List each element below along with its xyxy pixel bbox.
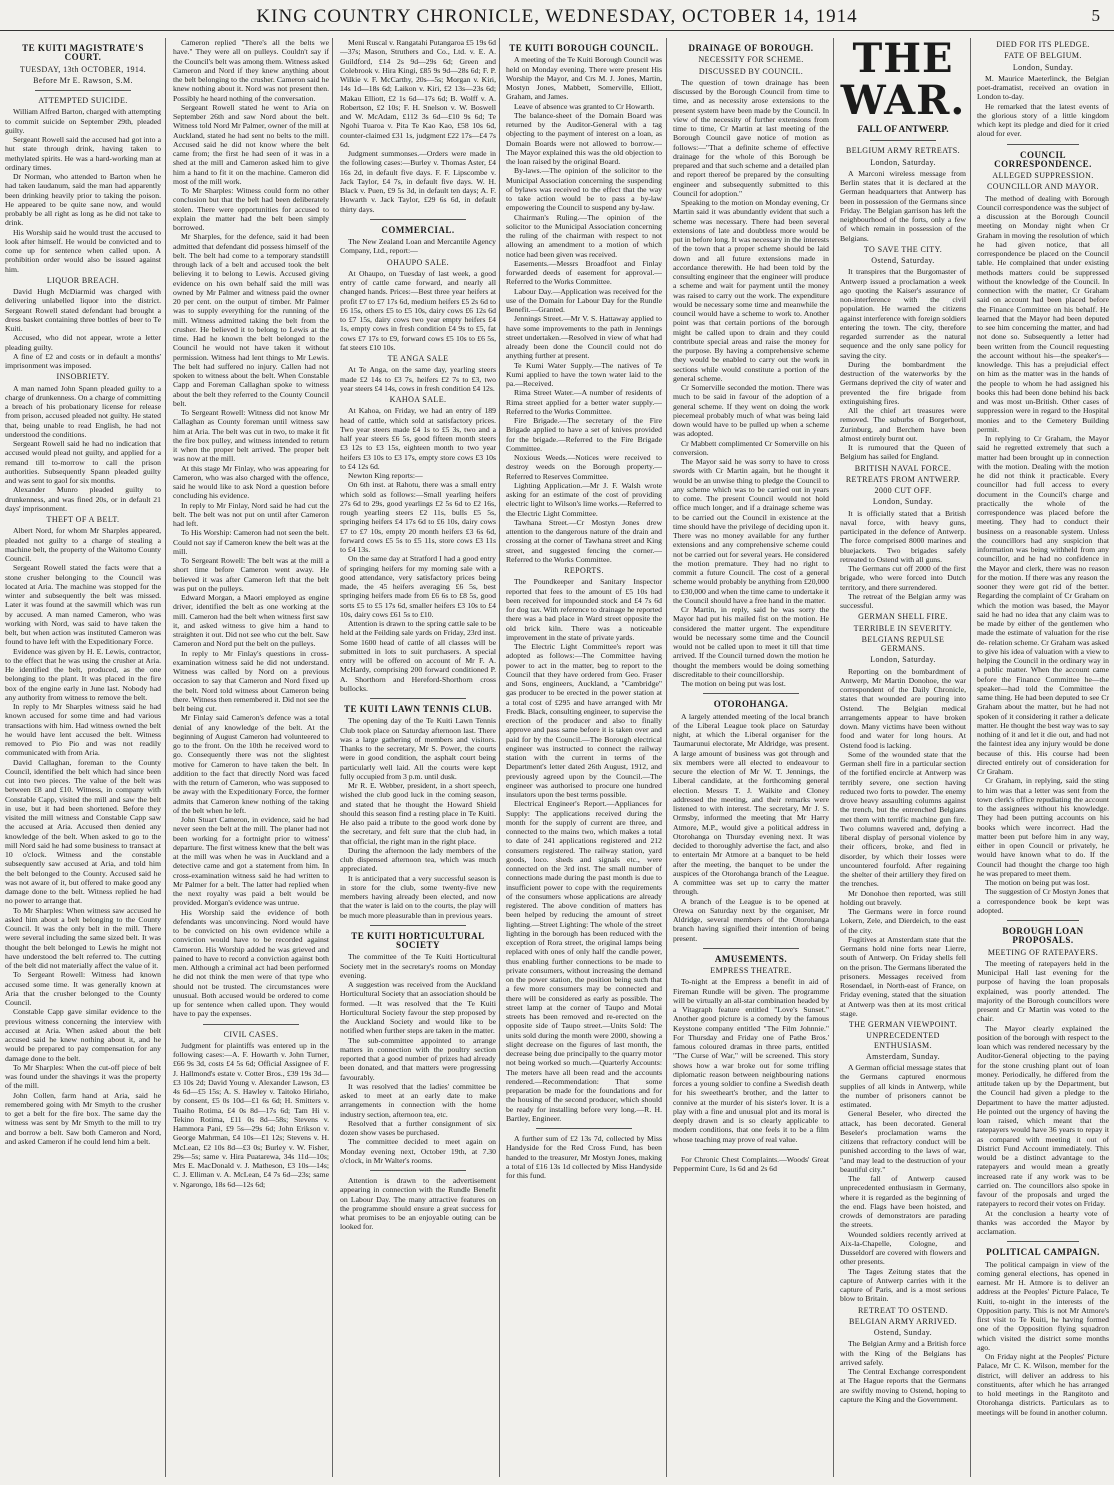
dateline: London, Sunday. — [872, 497, 934, 507]
masthead — [0, 0, 1114, 31]
section-heading: TE KUITI HORTICULTURAL SOCIETY — [351, 930, 485, 950]
paragraph: The Germans were in force round Lokern, Zele, and Dierdeich, to the east of the city. — [840, 907, 966, 935]
paragraph: Rima Street Water.—A number of residents of Rima street applied for a better water supply.—Referred to the Works Committee. — [506, 388, 662, 416]
section-heading: COMMERCIAL. — [381, 224, 455, 235]
paragraph: Judgment summonses.—Orders were made in the following cases:—Burley v. Thomas Aster, £4 16s 2d, in default five days. F. F. Lipscombe v. Jack Taylor, £4 7s, in default five days. W. H. Black v. Puen, £9 5s 3d, in default ten days; A. F. Howarth v. Jack Taylor, £29 6s 6d, in default thirty days. — [340, 149, 496, 214]
paragraph: By-laws.—The opinion of the solicitor to the Municipal Association concerning the suspending of bylaws was received to the effect that the way to take action would be to pass a by-law empowering the Council to suspend any by-law. — [506, 166, 662, 213]
section-heading: TE KUITI MAGISTRATE'S COURT. — [22, 43, 144, 63]
paragraph: A suggestion was received from the Auckland Horticultural Society that an association should be formed. —It was resolved that the Te Kuiti Horticultural Society favour the step proposed by the Auckland Society and would like to be notified when further steps are taken in the matter. — [340, 980, 496, 1036]
subheading: DISCUSSED BY COUNCIL. — [698, 66, 804, 76]
page-number: 5 — [1091, 6, 1100, 25]
paragraph: The Central Exchange correspondent at The Hague reports that the Germans are swiftly moving to Ostend, hoping to capture the King and the Government. — [840, 1367, 966, 1404]
paragraph: Resolved that a further consignment of six dozen show vases be purchased. — [340, 1118, 496, 1137]
column-3 — [340, 38, 496, 1477]
paragraph: Judgment for plaintiffs was entered up in the following cases:—A. F. Howarth v. John Turner, £66 9s 3d, costs £4 5s 6d; Official Assignee of F. J. Hallmond's estate v. Cotter Bros., £39 19s 3d—£3 10s 2d; David Young v. Alexander Lawson, £3 4s 6d—£5 15s; A. S. Hawley v. Taitoko Hiriaho, by consent, £5 0s 10d—£1 6s 6d; H. Smitters v. Tuaiho Rotima, £4 0s 8d—17s 6d; Tam Hi v. Tekino Rotima, £11 0s 8d—58s; Stevens v. Hammora Pani, £9 5s—29s 6d; John Erikson v. George Mahrman, £4 10s—£1 12s; Stevens v. H. McLean, £2 10s 8d—£3 0s; Burley v. W. Fisher, 29s—5s; same v. Hira Puatarewa, 34s 11d—10s; Mrs E. MacDonald v. J. Matheson, £3 10s—14s; C. J. Elliman v. A. McLean, £4 7s 6d—23s; same v. Ngarongo, 18s 6d—12s 6d; — [173, 1040, 329, 1189]
paragraph: To-night at the Empress a benefit in aid of Fireman Rundle will be given. The programme will be virtually an all-star combination headed by a Vitagraph feature entitled "Love's Sunset." Another good picture is a comedy by the famous Keystone company entitled "The Film Johnnie." For Thursday and Friday one of Pathe Bros.' famous coloured dramas in three parts, entitled "The Curse of War," will be screened. This story shows how a war broke out for some trifling diplomatic reason between neighbouring nations forces a young soldier to confine a Swedish death for his sweetheart's brother, and the latter to connive at the murder of his sister's lover. It is a play with a fine and unusual plot and its moral is deeply drawn and is so clearly applicable to modern conditions, that one feels it to be a film whose teaching may prove of real value. — [673, 977, 829, 1144]
paragraph: His Worship said the evidence of both defendants was unconvincing. Nord would have to be convicted on his own evidence while a conviction would have to be recorded against Cameron. His Worship added he was grieved and pained to have to record a conviction against both men. Although a criminal act had been performed he did not think the men were of that type who should not be trusted. The circumstances were unusual. Both accused would be ordered to come up for sentence when called upon. They would have to pay the expenses. — [173, 907, 329, 1019]
paragraph: The opening day of the Te Kuiti Lawn Tennis Club took place on Saturday afternoon last. There was a large gathering of members and visitors. Thanks to the secretary, Mr S. Power, the courts were in good condition, the asphalt court being particularly well laid. All the courts were kept fully occupied from 3 p.m. until dusk. — [340, 716, 496, 781]
paragraph: During the afternoon the lady members of the club dispensed afternoon tea, which was much appreciated. — [340, 845, 496, 874]
column-7 — [977, 38, 1109, 1477]
paragraph: A Marconi wireless message from Berlin states that it is declared at the German headquarters that Antwerp has been in possession of the Germans since Friday. The Belgian garrison has left the neighbourhood of the forts, only a few of which remain in possession of the Belgians. — [840, 168, 966, 243]
subheading: EMPRESS THEATRE. — [710, 966, 792, 975]
case-heading: ATTEMPTED SUICIDE. — [38, 96, 128, 105]
paragraph: Labour Day.—Application was received for the use of the Domain for Labour Day for the Rundle Benefit.—Granted. — [506, 286, 662, 314]
paragraph: Meni Ruscal v. Rangatahi Putangaroa £5 19s 6d—37s; Mason, Struthers and Co., Ltd. v. E. A. Guildford, £14 2s 9d—29s 6d; Green and Colebrook v. Hira Kingi, £85 9s 9d—28s 6d; F. P. Wilkie v. F. McCarthy, 20s—5s; Morgan v. Kiri, 14s 1d—18s 6d; Laikon v. Kiri, £2 13s—23s 6d; Makau Elliott, £2 1s 6d—17s 6d; B. Wolff v. A. Robertson, £2 10s; F. H. Snelson v. W. Boswell and W. McAdam, £112 3s 6d—£10 9s 6d; Te Ngohi Tuaroa v. Pita Te Kao Kao, £58 10s 6d, counter-claimed £31 1s, judgment £22 17s—£4 7s 6d. — [340, 38, 496, 149]
paragraph: John Stuart Cameron, in evidence, said he had never seen the belt at the mill. The planer had not been working for a fortnight prior to witness' departure. The first witness knew that the belt was at the mill was when he was in Auckland and a detective came and got a statement from him. In cross-examination witness said he had written to Mr Palmer for a belt. The latter had replied when the next royalty was paid a belt would be provided. Morgan's evidence was untrue. — [173, 815, 329, 908]
paragraph: At Te Anga, on the same day, yearling steers made £2 14s to £3 7s, heifers £2 7s to £3, two year steers £4 14s, cows in fresh condition £4 12s. — [340, 365, 496, 393]
subheading: GERMAN SHELL FIRE. — [858, 612, 948, 622]
paragraph: It is rumoured that the Queen of Belgium has sailed for England. — [840, 443, 966, 462]
column-divider — [970, 38, 971, 1477]
paragraph: Dr Norman, who attended to Barton when he had taken laudanum, said the man had apparently been drinking heavily prior to taking the poison. He appeared to be quite sane now, and would probably be all right as long as he did not take to drink. — [5, 172, 161, 228]
paragraph: The political campaign in view of the coming general elections, has opened in earnest. Mr H. Atmore is to deliver an address at the Peoples' Picture Palace, Te Kuiti, to-night in the interests of the Opposition party. This is not Mr Atmore's first visit to Te Kuiti, he having formed one of the Opposition flying squadron which visited the district some months ago. — [977, 1259, 1109, 1352]
column-divider — [499, 38, 500, 1477]
paragraph: Sergeant Rowell said the accused had got into a hut state through drink, having taken to methylated spirits. He was a hard-working man at ordinary times. — [5, 135, 161, 172]
paragraph: Sergeant Rowell stated the facts were that a stone crusher belonging to the Council was located at Aria. The machine was stopped for the winter and subsequently the belt was missed. Later it was found at the sawmill which was run by accused. A man named Cameron, who was working with Nord, was said to have taken the belt, but when action was instituted Cameron was found to have left with the Expeditionary Force. — [5, 563, 161, 647]
paragraph: He remarked that the latest events of the glorious story of a little kingdom which kept its pledge and died for it cried aloud for ever. — [977, 101, 1109, 139]
paragraph: To Mr Sharples: When the cut-off piece of belt was found under the shavings it was the property of the mill. — [5, 1062, 161, 1091]
court-magistrate: Before Mr E. Rawson, S.M. — [33, 75, 133, 85]
paragraph: On 6th inst. at Rahotu, there was a small entry which sold as follows:—Small yearling heifers 27s 6d to 29s, good yearlings £2 5s 6d to £2 16s, rough yearling steers £2 11s, bulls £5 5s, springing heifers £4 17s 6d to £6 10s, dairy cows £7 to £7 10s, empty 20 month heifers £3 6s 6d, forward cows £5 5s to £5 11s, store cows £3 11s to £4 13s. — [340, 480, 496, 554]
paragraph: Electrical Engineer's Report.—Appliances for Supply: The applications received during the month for the supply of current are three, and connected to the mains two, which makes a total to date of 241 applications registered and 212 consumers registered. The railway station, yard goods, loco. sheds and signals etc., were connected on the 3rd inst. The small number of connections made during the past month is due to insufficient power to cope with the requirements of the consumers whose applications are already registered. The above condition of matters has been helped by reducing the amount of street lighting.—Street Lighting: The whole of the street lighting in the borough has been reduced with the exception of Rora street, the original lamps being replaced with ones of only half the candle power, thus enabling further connections to be made to private consumers, without increasing the demand on the power station, the position being such that a few more consumers may be connected and there will be considered as early as possible. The street lamp at the corner of Taupo and Motai streets has been removed and re-erected on the opposite side of Taupo street.—Units Sold: The units sold during the month were 2000, showing a slight decrease on the figures of last month, the decrease being due principally to the quarry motor not being worked so much.—Quarterly Accounts: The meters have all been read and the accounts rendered.—Recommendation: That some preparation be made for the foundations and for the housing of the second producer, which should be ready for installing before very long.—R. H. Bartley, Engineer. — [506, 799, 662, 1123]
subheading: BELGIANS REPULSE GERMANS. — [861, 634, 945, 653]
paragraph: In reply to Mr Sharples witness said he had known accused for some time and had various transactions with him. Had witness owned the belt he would have lent accused the belt. Witness removed to Pio Pio and was not readily communicated with from Aria. — [5, 702, 161, 758]
paragraph: A man named John Spann pleaded guilty to a charge of drunkenness. On a charge of committing a breach of his probationary license for release from prison, accused pleaded not guilty. He stated that, being unable to read English, he had not understood the conditions. — [5, 383, 161, 439]
subheading: BRITISH NAVAL FORCE. — [854, 463, 952, 473]
paragraph: William Alfred Barton, charged with attempting to commit suicide on September 29th, pleaded guilty. — [5, 107, 161, 135]
war-headline: THE WAR. — [840, 38, 966, 124]
paragraph: The method of dealing with Borough Council correspondence was the subject of a discussion at the Borough Council meeting on Monday night when Cr Graham in moving the resolution of which he had given notice, that all correspondence be placed on the Council table. He complained that under existing methods matters could be suppressed without the knowledge of the Council. In connection with the matter, Cr Graham said on account had been placed before the Finance Committee on his behalf. He learned that the Mayor had been deputed to see him concerning the matter, and had not done so. Subsequently a letter had been written from the Council requesting the account without his—the speaker's—knowledge. This has a prejudicial effect on him as the matter was in the hands of the people to whom he had assigned his books this had been done behind his back and was most un-British. Other cases of suppression were in regard to the Hospital monies and to the Cemetery Building permit. — [977, 193, 1109, 434]
paragraph: The Mayor clearly explained the position of the borough with respect to the loan which was rendered necessary by the Auditor-General objecting to the paying for the stone crushing plant out of loan money. Periodically, he differed from the attitude taken up by the Department, but the Council had given a pledge to the Department to have the matter adjusted. He pointed out the urgency of having the loan raised, which meant that the ratepayers would have 36 years to repay it as compared with meeting it out of District Fund Account immediately. This would be a distinct advantage to the ratepayers and would mean a greatly increased rate if any work was to be carried on. The councillors also spoke in favour of the proposals and urged the ratepayers to record their votes on Friday. — [977, 1023, 1109, 1209]
subheading: OHAUPO SALE. — [386, 257, 450, 267]
advertisement: For Chronic Chest Complaints.—Woods' Great Peppermint Cure, 1s 6d and 2s 6d — [673, 1154, 829, 1173]
subheading: MEETING OF RATEPAYERS. — [987, 947, 1099, 957]
dateline: Ostend, Saturday. — [871, 256, 935, 265]
paragraph: To Sergeant Rowell: Witness had known accused some time. It was generally known at Aria that the crusher belonged to the County Council. — [5, 970, 161, 1007]
dateline: London, Saturday. — [870, 655, 936, 665]
paragraph: The balance-sheet of the Domain Board was returned by the Auditor-General with a tag objecting to the payment of interest on a loan, as Domain Boards were not allowed to borrow.—The Mayor explained this was the old objection to the loan raised by the original Board. — [506, 110, 662, 166]
paragraph: The Tages Zeitung states that the capture of Antwerp carries with it the capture of Paris, and is a most serious blow to Britain. — [840, 1266, 966, 1304]
paragraph: At this stage Mr Finlay, who was appearing for Cameron, who was also charged with the offence, said he would like to ask Nord a question before concluding his evidence. — [173, 463, 329, 501]
paragraph: At the conclusion a hearty vote of thanks was accorded the Mayor by acclamation. — [977, 1208, 1109, 1236]
paragraph: Some of the wounded state that the German shell fire in a particular section of the fortified encircle at Antwerp was terribly severe, one section having reduced two forts to powder. The enemy drove heavy assaulting columns against the trench, but the entrenched Belgians met them with terrific machine gun fire. Two columns wavered and, defying a liberal display of personal violence by their officers, broke, and fled in disorder, by which their losses were uncountered fourfold. After regaining the shelter of their artillery they fired on the trenches. — [840, 749, 966, 889]
paragraph: Cr Graham, in replying, said the sting to him was that a letter was sent from the town clerk's office repudiating the account to the assignees without his knowledge. They had been putting accounts on his books which were incorrect. Had the matter been put before him in any way, either in open Council or privately, he would have known what to do. If the Council had thought the charge too high he was prepared to meet them. — [977, 776, 1109, 878]
paragraph: A largely attended meeting of the local branch of the Liberal League took place on Saturday night, at which the Liberal organiser for the Taumarunui electorate, Mr Aldridge, was present. A large amount of business was got through and six members were all elected to endeavour to secure the election of Mr W. T. Jennings, the Liberal candidate, at the forthcoming general election. Messrs T. J. Waikite and Cloney addressed the meeting, and their remarks were listened to with interest. The secretary, Mr J. S. Ormsby, informed the meeting that Mr Harry Atmore, M.P., would give a political address in Otorohanga on Thursday evening next. It was decided to thoroughly advertise the fact, and also to entertain Mr Atmore at a banquet to be held after the meeting, the banquet to be under the auspices of the Otorohanga branch of the League. A committee was set up to carry the matter through. — [673, 711, 829, 897]
paragraph: Constable Capp gave similar evidence to the previous witness concerning the interview with accused at Aria. When asked about the belt accused said he knew nothing about it, and he would be prepared to pay compensation for any damage done to the belt. — [5, 1007, 161, 1063]
paragraph: At Ohaupo, on Tuesday of last week, a good entry of cattle came forward, and nearly all changed hands. Prices:—Best three year heifers at profit £7 to £7 17s 6d, medium heifers £5 2s 6d to £6 15s, others £5 to £5 10s, dairy cows £6 12s 6d to £7 15s, dairy cows two year empty heifers £4 1s, empty cows in fresh condition £4 9s to £5, fat cows £7 17s to £9, forward cows £5 10s to £6 5s, fat steers £10 10s. — [340, 268, 496, 352]
paragraph: Fire Brigade.—The secretary of the Fire Brigade applied to have a set of knives provided for the brigade.—Referred to the Fire Brigade Committee. — [506, 416, 662, 453]
paragraph: Newton King reports:— — [348, 471, 423, 480]
paragraph: To Mr Sharples: When witness saw accused he asked him about a belt belonging to the County Council. It was the only belt in the mill. There were several including the same sized belt. It was thought the belt belonged to Lewis he might not have understood the belt referred to. The cutting of the belt did not materially affect the value of it. — [5, 905, 161, 970]
column-divider — [666, 38, 667, 1477]
paragraph: Noxious Weeds.—Notices were received to destroy weeds on the Borough property.—Referred to Reserves Committee. — [506, 453, 662, 481]
dateline: London, Sunday. — [1012, 62, 1074, 72]
section-heading: DRAINAGE OF BOROUGH. — [688, 43, 814, 53]
subheading: UNPRECEDENTED ENTHUSIASM. — [866, 1031, 940, 1050]
subheading: TERRIBLE IN SEVERITY. — [853, 623, 953, 633]
subheading: THE GERMAN VIEWPOINT. — [848, 1020, 958, 1029]
paragraph: In reply to Mr Finlay's questions in cross-examination witness said he did not understand. Witness was called by Nord on a previous occasion to say that Cameron and Nord fixed up the belt. Nord told witness about Cameron being there. Witness then remembered it. Did not see the belt being cut. — [173, 648, 329, 713]
paragraph: Chairman's Ruling.—The opinion of the solicitor to the Municipal Association concerning the ruling of the chairman with respect to not allowing an amendment to a motion of which notice had been given was received. — [506, 212, 662, 259]
paragraph: Evidence was given by H. E. Lewis, contractor, to the effect that he was using the crusher at Aria. He identified the belt, produced, as the one belonging to the plant. It was placed in the fire box of the engine early in June last. Nobody had any authority from witness to remove the belt. — [5, 646, 161, 702]
section-heading: OTOROHANGA. — [713, 699, 789, 710]
paragraph: Cameron replied "There's all the belts we have." They were all on pulleys. Couldn't say if the Council's belt was among them. Witness asked Cameron and Nord if they knew anything about the belt belonging to the crusher. Cameron said he knew nothing about it. Nord was not present then. Possibly he heard nothing of the conversation. — [173, 38, 329, 103]
paragraph: Jennings Street.—Mr V. S. Hattaway applied to have some improvements to the path in Jennings street undertaken.—Resolved in view of what had already been done the Council could not do anything further at present. — [506, 314, 662, 361]
paragraph: The meeting of ratepayers held in the Municipal Hall last evening for the purpose of having the loan proposals explained, was poorly attended. The majority of the Borough councillors were present and Cr Martin was voted to the chair. — [977, 958, 1109, 1024]
newspaper-title: KING COUNTRY CHRONICLE, WEDNESDAY, OCTOBER 14, 1914 — [256, 6, 858, 27]
paragraph: It was resolved that the ladies' committee be asked to meet at an early date to make arrangements in connection with the home industry section, afternoon tea, etc. — [340, 1081, 496, 1119]
subheading: BELGIUM ARMY RETREATS. — [845, 146, 961, 156]
paragraph: The fall of Antwerp caused unprecedented enthusiasm in Germany, where it is regarded as the beginning of the end. Flags have been hoisted, and crowds of demonstrators are parading the streets. — [840, 1174, 966, 1230]
section-heading: TE KUITI BOROUGH COUNCIL. — [509, 43, 659, 53]
paragraph: Alexander Munro pleaded guilty to drunkenness, and was fined 20s, or in default 21 days' imprisonment. — [5, 485, 161, 513]
paragraph: Cr Somerville seconded the motion. There was much to be said in favour of the adoption of a general scheme. If they went on doing the work piecemeal probably much of what was being laid down would have to be pulled up when a scheme was adopted. — [673, 383, 829, 439]
paragraph: In reply to Mr Finlay, Nord said he had cut the belt. The belt was not put on until after Cameron had left. — [173, 500, 329, 528]
paragraph: Speaking to the motion on Monday evening, Cr Martin said it was abundantly evident that such a scheme was necessary. There had been several extensions of late and doubtless more would be put in before long. It was necessary in the interests of the town that a proper scheme should be laid down and all future extensions made in accordance therewith. He had been told by the consulting engineer that the engineer will produce a scheme and wait for payment until the money was raised to carry out the work. The expenditure would be necessary some time and meanwhile the council would have a scheme to work to. Another point was that certain portions of the borough might be called upon to drain and they could contribute special areas and raise the money for the purpose. By having a comprehensive scheme they would be enabled to carry out the work in sections while would constitute a portion of the general scheme. — [673, 198, 829, 383]
paragraph: Cr Martin, in reply, said he was sorry the Mayor had put his mailed fist on the motion. He considered the matter urgent. The expenditure would be necessary some time and the Council would not be called upon to meet it till that time arrived. If the Council turned down the motion he thought the members would be doing something discreditable to their councillorship. — [673, 605, 829, 679]
paragraph: His Worship said he would trust the accused to look after himself. He would be convicted and to come up for sentence when called upon. A prohibition order would also be issued against him. — [5, 227, 161, 274]
section-heading: COUNCIL CORRESPONDENCE. — [994, 149, 1092, 169]
case-heading: INSOBRIETY. — [56, 372, 110, 382]
paragraph: The committee decided to meet again on Monday evening next, October 19th, at 7.30 o'clock, in Mr Walter's rooms. — [340, 1137, 496, 1165]
paragraph: On Friday night at the Peoples' Picture Palace, Mr C. K. Wilson, member for the district, will deliver an address to his constituents, after which he has arranged to hold meetings in the Rangitoto and Otorohanga districts. Particulars as to meetings will be found in another column. — [977, 1352, 1109, 1417]
case-heading: THEFT OF A BELT. — [46, 515, 120, 524]
paragraph: Sergeant Rowell said he had no indication that accused would plead not guilty, and applied for a remand till to-morrow to call the prison authorities. Subsequently Spann pleaded guilty and was sent to gaol for six months. — [5, 439, 161, 485]
paragraph: To His Worship: Cameron had not seen the belt. Could not say if Cameron knew the belt was at the mill. — [173, 528, 329, 556]
court-date: TUESDAY, 13th OCTOBER, 1914. — [19, 64, 147, 74]
paragraph: All the chief art treasures were removed. The suburbs of Borgerhout, Zurinburg, and Berchem have been almost entirely burnt out. — [840, 406, 966, 443]
subheading: KAHOA SALE. — [389, 395, 447, 404]
subheading: RETREATS FROM ANTWERP. — [845, 474, 961, 484]
paragraph: During the bombardment the destruction of the waterworks by the Germans deprived the city of water and prevented the fire brigade from extinguishing fires. — [840, 359, 966, 406]
subheading: DIED FOR ITS PLEDGE. — [996, 40, 1090, 49]
paragraph: The Mayor said he was sorry to have to cross swords with Cr Martin again, but he thought it would be an unwise thing to pledge the Council to any scheme which was to be carried out in years to come. The present Council would not hold office much longer, and if a drainage scheme was to be carried out the Council in existence at the time should have the privilege of deciding upon it. There was no money available for any further extensions and any comprehensive scheme could not be carried out for several years. He considered the motion premature. They had no right to commit a future Council. The cost of a general scheme would probably be anything from £20,000 to £30,000 and when the time came to undertake it the Council should have a free hand in the matter. — [673, 457, 829, 605]
subheading: RETREAT TO OSTEND. — [857, 1305, 949, 1315]
paragraph: The Electric Light Committee's report was adopted as follows:—The Committee having power to act in the matter, beg to report to the Council that they have ordered from Geo. Fraser and Sons, engineers, Auckland, a "Cambridge" gas producer to be erected in the power station at a total cost of £295 and have arranged with Mr Fredk. Black, consulting engineer, to supervise the erection of the producer and also to finally approve and pass same before it is taken over and paid for by the Council.—The Borough electrical engineer was instructed to connect the railway station with the current in terms of the Department's letter dated 26th August, 1912, and previously agreed upon by the Council.—The engineer was authorised to procure one hundred insulators upon the best terms possible. — [506, 642, 662, 799]
section-heading: BOROUGH LOAN PROPOSALS. — [1002, 926, 1084, 946]
subheading: CIVIL CASES. — [223, 1029, 279, 1039]
paragraph: In replying to Cr Graham, the Mayor said he regretted extremely that such a matter had been brought up in connection with the motion. Dealing with the motion he did not think it practicable. Every councillor had full access to every document in the Council's charge and practically the whole of the correspondence was placed before the meeting. They had to conduct their business on a reasonable system. Unless the councillors had any suspicion that information was being withheld from any councillor, and he had no confidence in the Mayor and clerk, there was no reason for the motion. If there was any reason the sooner they were got rid of the better. Regarding the complaint of Cr Graham on which the motion was based, the Mayor said he had no idea that any claim was to be made by either of the gentlemen who made the estimate of valuation for the rise de- relation scheme. Cr Graham was asked to give his idea of valuation with a view to helping the Council in the ordinary way in a public matter. When the account came before the Finance Committee he—the speaker—had told the Committee the same thing. He had been deputed to see Cr Graham about the matter, but he had not spoken of it considering it rather a delicate matter. He thought the best way was to say nothing of it and let it die out, and had not the faintest idea any injury would be done because of this. His course had been directed entirely out of consideration for Cr Graham. — [977, 434, 1109, 776]
paragraph: Wounded soldiers recently arrived at Aix-la-Chapelle, Cologne, and Dusseldorf are covered with flowers and other presents. — [840, 1229, 966, 1267]
paragraph: Accused, who did not appear, wrote a letter pleading guilty. — [5, 333, 161, 352]
paragraph: A further sum of £2 13s 7d, collected by Miss Handyside for the Red Cross Fund, has been handed to the treasurer, Mr Mostyn Jones, making a total of £16 13s 1d collected by Miss Handyside for this fund. — [506, 1134, 662, 1180]
paragraph: The suggestion of Cr Mostyn Jones that a correspondence book be kept was adopted. — [977, 887, 1109, 915]
paragraph: Reporting on the bombardment of Antwerp, Mr Martin Donohoe, the war correspondent of the Daily Chronicle, states that wounded are pouring into Ostend. The Belgian medical arrangements appear to have broken down. Many victims have been without food and water for long hours. At Ostend food is lacking. — [840, 666, 966, 750]
paragraph: David Callaghan, foreman to the County Council, identified the belt which had since been cut into two pieces. The value of the belt was between £8 and £10. Witness, in company with Constable Capp, visited the mill and saw the belt in use, but it had been shortened. Before they visited the mill witness and Constable Capp saw the accused at Aria. Accused then denied any knowledge of the belt. When asked to go to the mill Nord said he had some business to transact at 10 o'clock. Witness and the constable subsequently saw accused at Aria, and told him the belt belonged to the County. Accused said he was not aware of it, but offered to make good any damage done to the belt. Witness replied he had no power to arrange that. — [5, 757, 161, 906]
section-heading: TE KUITI LAWN TENNIS CLUB. — [343, 704, 493, 714]
paragraph: It transpires that the Burgomaster of Antwerp issued a proclamation a week ago quoting the Kaiser's assurance of non-interference with the civil population. He warned the citizens against interference with foreign soldiers entering the town. The city, therefore regarded surrender as the natural sequence and the only sane policy for saving the city. — [840, 267, 966, 360]
paragraph: Attention is drawn to the spring cattle sale to be held at the Feilding sale yards on Friday, 23rd inst. Some 1600 head of cattle of all classes will be submitted in lots to suit purchasers. A special entry will be offered on account of Mr F. A. McHardy, comprising 200 forward conditioned P. A. Shorthorn and Hereford-Shorthorn cross bullocks. — [340, 619, 496, 693]
paragraph: Easements.—Messrs Broadfoot and Finlay forwarded deeds of easement for approval.—Referred to the Works Committee. — [506, 258, 662, 287]
column-2 — [173, 38, 329, 1477]
subheading: COUNCILLOR AND MAYOR. — [987, 182, 1099, 192]
paragraph: Mr Finlay said Cameron's defence was a total denial of any knowledge of the belt. At the beginning of August Cameron had volunteered to go to the front. On the 10th he received word to go. Consequently there was not the slightest motive for Cameron to have taken the belt. In addition to the fact that directly Nord was faced with the return of Cameron, who was supposed to be away with the Expeditionary Force, the former admits that Cameron knew nothing of the taking of the belt when he left. — [173, 713, 329, 815]
paragraph: The Belgian Army and a British force with the King of the Belgians has arrived safely. — [840, 1339, 966, 1367]
section-heading: FALL OF ANTWERP. — [857, 125, 949, 135]
case-heading: LIQUOR BREACH. — [46, 275, 120, 285]
paragraph: At Kahoa, on Friday, we had an entry of 189 head of cattle, which sold at satisfactory prices. Two year steers made £4 1s to £5 3s, two and a half year steers £6 5s, good fifteen month steers £3 12s to £3 15s, eighteen month to two year heifers £3 10s to £3 17s, empty store cows £3 10s to £4 12s 6d. — [340, 406, 496, 471]
column-6 — [840, 38, 966, 1477]
paragraph: Fugitives at Amsterdam state that the Germans hold nine forts near Lierre, south of Antwerp. On Friday shells fell on the prison. The Germans liberated the prisoners. Messages received from Rosendael, in North-east of France, on Friday evening, stated that the situation at Antwerp was then at its most critical stage. — [840, 934, 966, 1018]
paragraph: A meeting of the Te Kuiti Borough Council was held on Monday evening. There were present His Worship the Mayor, and Crs M. J. Jones, Martin, Mostyn Jones, Mabbett, Somerville, Elliott, Graham, and James. — [506, 55, 662, 102]
subheading: FATE OF BELGIUM. — [1004, 51, 1082, 61]
paragraph: The New Zealand Loan and Mercantile Agency Company, Ltd., report:— — [340, 237, 496, 256]
paragraph: General Beseler, who directed the attack, has been decorated. General Beseler's proclamation warns the citizens that refractory conduct will be punished according to the laws of war, "and may lead to the destruction of your beautiful city." — [840, 1109, 966, 1174]
subheading: BELGIAN ARMY ARRIVED. — [849, 1316, 957, 1326]
paragraph: Leave of absence was granted to Cr Howarth. — [514, 101, 655, 111]
paragraph: Mr R. E. Webber, president, in a short speech, wished the club good luck in the coming season, and stated that he thought the Howard Shield should this season find a resting place in Te Kuiti. He also paid a tribute to the good work done by the secretary, and felt sure that the club had, in that official, the right man in the right place. — [340, 781, 496, 846]
paragraph: The sub-committee appointed to arrange matters in connection with the poultry section reported that a good number of prizes had already been donated, and that matters were progressing favourably. — [340, 1035, 496, 1082]
subheading: TO SAVE THE CITY. — [863, 244, 943, 254]
paragraph: Mr Donohoe then reported, was still holding out bravely. — [840, 888, 966, 907]
paragraph: A branch of the League is to be opened at Orewa on Saturday next by the organiser, Mr Aldridge, several members of the Otorohanga branch having signified their intention of being present. — [673, 896, 829, 943]
subheading: TE ANGA SALE — [387, 354, 449, 363]
paragraph: John Collen, farm hand at Aria, said he remembered going with Mr Smyth to the crusher to get a belt for the fire box. The same day the witness was sent by Mr Smyth to the mill to try and borrow a belt. Saw both Cameron and Nord, and asked Cameron if he could lend him a belt. — [5, 1090, 161, 1146]
paragraph: The question of town drainage has been discussed by the Borough Council from time to time, and as necessity arose extensions to the present system have been made by the Council. In view of the necessity of further extensions from time to time, Cr Martin at last meeting of the Borough Council gave notice of motion as follows:—"That a definite scheme of effective drainage for the whole of this Borough be prepared and that such scheme and a detailed plan and report thereof be prepared by the consulting engineer and subsequently submitted to this Council for adoption." — [673, 77, 829, 198]
paragraph: Tawhana Street.—Cr Mostyn Jones drew attention to the dangerous nature of the drain and crossing at the corner of Tawhana street and King street, and suggested fencing the corner.—Referred to the Works Committee. — [506, 517, 662, 564]
paragraph: Attention is drawn to the advertisement appearing in connection with the Rundle Benefit on Labour Day. The many attractive features on the programme should ensure a great success for what promises to be an enjoyable outing can be looked for. — [340, 1176, 496, 1232]
paragraph: Edward Morgan, a Maori employed as engine driver, identified the belt as one working at the mill. Cameron had the belt when witness first saw it, and asked witness to give him a hand to straighten it out. Did not see who cut the belt. Saw Cameron and Nord put the belt on the pulleys. — [173, 593, 329, 649]
section-heading: AMUSEMENTS. — [714, 953, 788, 964]
column-divider — [833, 38, 834, 1477]
paragraph: A German official message states that the Germans captured enormous supplies of all kinds in Antwerp, while the number of prisoners cannot be estimated. — [840, 1063, 966, 1109]
paragraph: The Germans cut off 2000 of the first brigade, who were forced into Dutch territory, and there surrendered. — [840, 564, 966, 592]
paragraph: The motion on being put was lost. — [681, 679, 786, 688]
paragraph: David Hugh McDiarmid was charged with delivering unlabelled liquor into the district. Sergeant Rowell stated defendant had brought a dress basket containing three bottles of beer to Te Kuiti. — [5, 287, 161, 333]
paragraph: It is officially stated that a British naval force, with heavy guns, participated in the defence of Antwerp. The force comprised 8000 marines and bluejackets. Two brigades safely retreated to Ostend with all guns. — [840, 508, 966, 564]
paragraph: On the same day at Stratford I had a good entry of springing heifers for my morning sale with a good attendance, very satisfactory prices being made, the 45 heifers averaging £6 5s, best springing heifers made from £6 6s to £8 5s, good sorts £5 to £5 17s 6d, smaller heifers £3 10s to £4 10s, dairy cows £61 5s to £10. — [340, 554, 496, 619]
column-5 — [673, 38, 829, 1477]
subheading: ALLEGED SUPPRESSION. — [992, 171, 1094, 180]
dateline: Amsterdam, Sunday. — [865, 1051, 940, 1061]
column-divider — [332, 38, 333, 1477]
subheading: 2000 CUT OFF. — [874, 486, 932, 495]
subheading: REPORTS. — [564, 566, 604, 575]
paragraph: To Mr Sharples: Witness could form no other conclusion but that the belt had been deliberately stolen. There were opportunities for accused to explain the matter had the belt been simply borrowed. — [173, 186, 329, 232]
paragraph: M. Maurice Maeterlinck, the Belgian poet-dramatist, received an ovation in London to-day. — [977, 73, 1109, 102]
paragraph: It is anticipated that a very successful season is in store for the club, some twenty-five new members having already been elected, and now that the water is laid on to the courts, the play will be much more pleasurable than in previous years. — [340, 873, 496, 920]
dateline: London, Saturday. — [870, 157, 936, 167]
paragraph: Sergeant Rowell stated he went to Aria on September 26th and saw Nord about the belt. Witness told Nord Mr Palmer, owner of the mill at Auckland, stated he had sent no belts to the mill. Accused said he did not know where the belt came from; the first he had seen of it was in a shed at the mill and Cameron asked him to give him a hand to fit it on the machine. Cameron did most of the mill work. — [173, 102, 329, 186]
column-4 — [506, 38, 662, 1477]
dateline: Ostend, Sunday. — [873, 1328, 933, 1337]
paragraph: The motion on being put was lost. — [985, 878, 1090, 887]
paragraph: Cr Mabbett complimented Cr Somerville on his conversion. — [673, 438, 829, 457]
section-heading: POLITICAL CAMPAIGN. — [986, 1247, 1100, 1258]
paragraph: Te Kumi Water Supply.—The natives of Te Kumi applied to have the town water laid to the pa.—Received. — [506, 360, 662, 388]
subheading: NECESSITY FOR SCHEME. — [698, 55, 804, 65]
paragraph: The retreat of the Belgian army was successful. — [840, 591, 966, 610]
paragraph: A fine of £2 and costs or in default a months' imprisonment was imposed. — [5, 351, 161, 370]
paragraph: To Sergeant Rowell: Witness did not know Mr Callaghan as County foreman until witness saw him at Aria. The belt was cut in two, to make it fit the fire box pulley, and witness intended to return it when the proper belt arrived. The proper belt was now at the mill. — [173, 408, 329, 464]
paragraph: Mr Sharples, for the defence, said it had been admitted that defendant did possess himself of the belt. The belt had come to a temporary standstill through lack of a belt and accused took the belt believing it to belong to Lewis. Accused giving evidence on his own behalf said the mill was owned by Mr Palmer and witness paid the owner 20 per cent. on the output of timber. Mr Palmer was to supply everything for the running of the mill. Witness admitted taking the belt from the crusher. He believed it to belong to Lewis at the time. Had he known the belt belonged to the Council he would not have taken it without permission. Witness had lent things to Mr Lewis. The belt had suffered no injury. Callen had not spoken to witness about the belt. When Constable Capp and Foreman Callaghan spoke to witness about the belt they referred to the County Council belt. — [173, 232, 329, 408]
column-divider — [165, 38, 166, 1477]
paragraph: The Poundkeeper and Sanitary Inspector reported that fees to the amount of £5 10s had been received for impounded stock and £4 7s 6d for dog tax. With reference to drainage he reported there was a bad place in Ward street opposite the old brick kiln. There was a noticeable improvement in the state of private yards. — [506, 577, 662, 642]
paragraph: Lighting Application.—Mr J. F. Walsh wrote asking for an estimate of the cost of providing electric light to Wilson's lime works.—Referred to the Electric Light Committee. — [506, 480, 662, 518]
column-1 — [5, 38, 161, 1477]
paragraph: Albert Nord, for whom Mr Sharples appeared, pleaded not guilty to a charge of stealing a machine belt, the property of the Waitomo County Council. — [5, 526, 161, 563]
paragraph: The committee of the Te Kuiti Horticultural Society met in the secretary's rooms on Monday evening. — [340, 952, 496, 980]
paragraph: To Sergeant Rowell: The belt was at the mill a short time before Cameron went away. He believed it was after Cameron left that the belt was put on the pulleys. — [173, 556, 329, 593]
